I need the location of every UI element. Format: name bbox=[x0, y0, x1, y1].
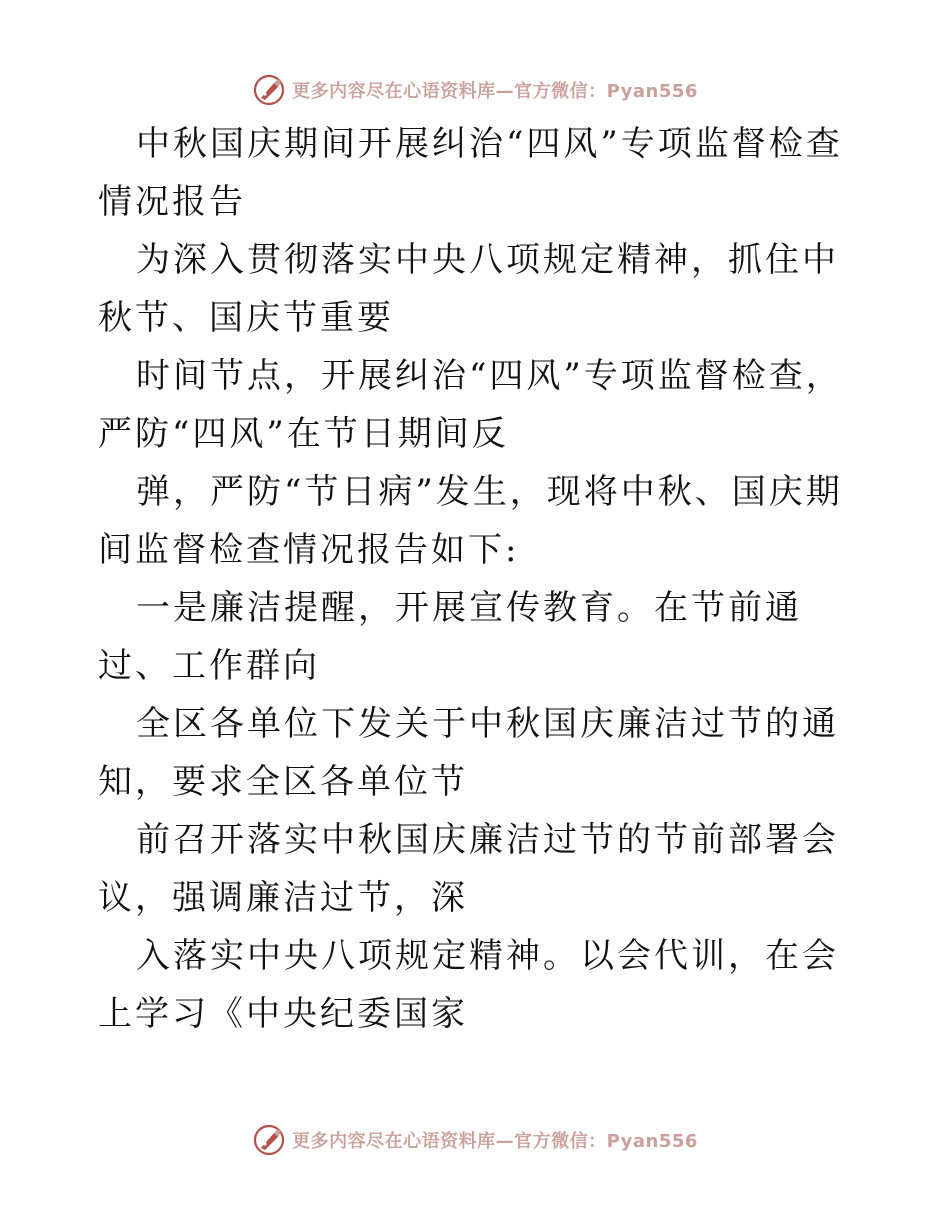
header-watermark bbox=[0, 70, 950, 110]
paragraph: 为深入贯彻落实中央八项规定精神，抓住中秋节、国庆节重要 bbox=[98, 240, 839, 338]
footer-watermark bbox=[0, 1120, 950, 1160]
paragraph: 弹，严防“节日病”发生，现将中秋、国庆期间监督检查情况报告如下: bbox=[98, 472, 843, 570]
paragraph: 一是廉洁提醒，开展宣传教育。在节前通过、工作群向 bbox=[98, 588, 802, 686]
watermark-text: 更多内容尽在心语资料库—官方微信：Pyan556 bbox=[292, 81, 698, 102]
pen-nib-logo-icon bbox=[252, 73, 286, 107]
watermark-text: 更多内容尽在心语资料库—官方微信：Pyan556 bbox=[292, 1131, 698, 1152]
paragraph: 入落实中央八项规定精神。以会代训，在会上学习《中央纪委国家 bbox=[98, 936, 839, 1034]
pen-nib-logo-icon bbox=[252, 1123, 286, 1157]
paragraph: 时间节点，开展纠治“四风”专项监督检查，严防“四风”在节日期间反 bbox=[98, 356, 843, 454]
document-body bbox=[98, 115, 858, 1043]
document-title: 中秋国庆期间开展纠治“四风”专项监督检查情况报告 bbox=[98, 124, 843, 222]
paragraph: 前召开落实中秋国庆廉洁过节的节前部署会议，强调廉洁过节，深 bbox=[98, 820, 839, 918]
paragraph: 全区各单位下发关于中秋国庆廉洁过节的通知，要求全区各单位节 bbox=[98, 704, 839, 802]
